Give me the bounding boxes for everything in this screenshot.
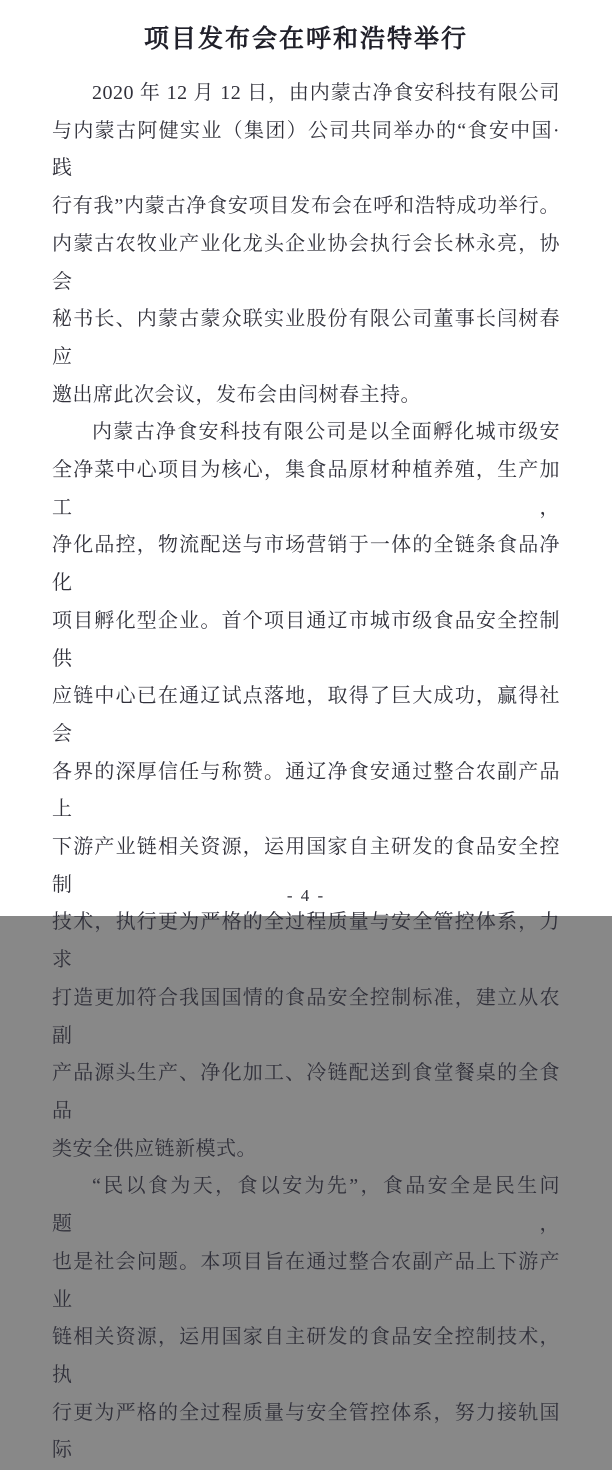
paragraph [52, 1168, 560, 1470]
text-line: 行更为严格的全过程质量与安全管控体系，努力接轨国际 [52, 1401, 560, 1462]
text-line: 与内蒙古阿健实业（集团）公司共同举办的“食安中国·践 [52, 119, 560, 180]
text-line: 2020 年 12 月 12 日，由内蒙古净食安科技有限公司 [92, 82, 560, 104]
text-line: 产品源头生产、净化加工、冷链配送到食堂餐桌的全食品 [52, 1062, 560, 1122]
text-line: 类安全供应链新模式。 [52, 1137, 257, 1160]
text-line: 打造更加符合我国国情的食品安全控制标准，建立从农副 [52, 986, 560, 1047]
text-line: 内蒙古净食安科技有限公司是以全面孵化城市级安 [92, 421, 560, 444]
paragraph [52, 75, 560, 414]
text-line: 应链中心已在通辽试点落地，取得了巨大成功，赢得社会 [52, 685, 560, 745]
document-body [52, 75, 560, 1470]
text-line: “民以食为天，食以安为先”，食品安全是民生问题， [52, 1175, 560, 1236]
text-line: 项目孵化型企业。首个项目通辽市城市级食品安全控制供 [52, 609, 560, 670]
paragraph [52, 414, 560, 1168]
text-line: 链相关资源，运用国家自主研发的食品安全控制技术，执 [52, 1326, 560, 1386]
text-line: 也是社会问题。本项目旨在通过整合农副产品上下游产业 [52, 1250, 560, 1311]
text-line: 行有我”内蒙古净食安项目发布会在呼和浩特成功举行。 [52, 195, 560, 218]
text-line: 秘书长、内蒙古蒙众联实业股份有限公司董事长闫树春应 [52, 308, 560, 368]
text-line: 技术，执行更为严格的全过程质量与安全管控体系，力求 [52, 911, 560, 972]
text-line: 全净菜中心项目为核心，集食品原材种植养殖，生产加工， [52, 459, 560, 519]
text-line: 邀出席此次会议，发布会由闫树春主持。 [52, 383, 421, 406]
text-line: 内蒙古农牧业产业化龙头企业协会执行会长林永亮，协会 [52, 232, 560, 293]
page-number: - 4 - [286, 886, 326, 905]
text-line: 净化品控，物流配送与市场营销于一体的全链条食品净化 [52, 534, 560, 595]
text-line: 下游产业链相关资源，运用国家自主研发的食品安全控制 [52, 836, 560, 896]
text-line: 各界的深厚信任与称赞。通辽净食安通过整合农副产品上 [52, 760, 560, 821]
document-title: 项目发布会在呼和浩特举行 [143, 26, 468, 53]
